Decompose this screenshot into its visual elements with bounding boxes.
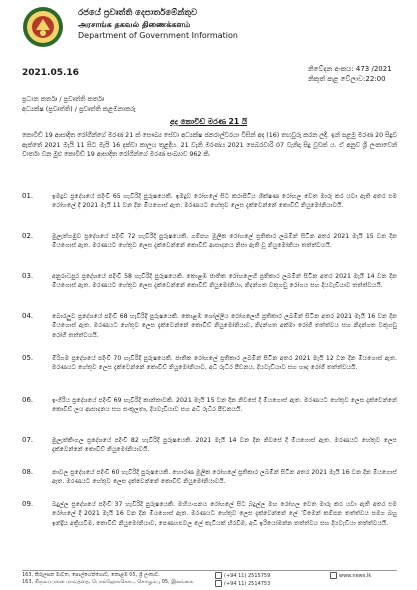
footer-website[interactable] xyxy=(330,572,371,579)
letterhead xyxy=(0,0,417,54)
dept-name-tamil: அரசாங்க தகவல் திணைக்களம் xyxy=(78,20,191,29)
dept-name-english: Department of Government Information xyxy=(78,31,238,40)
phone-number: (+94 11) 2515759 xyxy=(224,573,271,579)
recipients xyxy=(22,94,136,114)
case-number: 03. xyxy=(22,272,34,280)
department-names xyxy=(78,8,238,41)
case-text: ඉංගිරිය ප්‍රදේශයේ පදිංචි 69 හැවිරිදි කාන්තාවකි. 2021 මැයි 15 වන දින නිවසේ දී මියගොස් ඇත. මරණයට හේතුව ලෙස දැක්වෙන්නේ කොවිඩ් ලය ආසාදනය සහ සංකූලතා, දියවැඩියාව සහ අධි රුධිර පීඩනයයි. xyxy=(52,397,397,414)
case-text: මුලැත්ගමුව ප්‍රදේශයේ පදිංචි 72 හැවිරිදි පුරුෂයෙකි. ගම්පහ මූලික රෝහලේ ප්‍රතිකාර ලබමින් සිටින අතර 2021 මැයි 15 වන දින මියගොස් ඇත. මරණයට හේතුව ලෙස දැක්වෙන්නේ කොවිඩ් ආසාදනය නිසා ඇති වූ නියුමෝනියා තත්ත්වයයි. xyxy=(52,233,397,250)
phone-icon xyxy=(215,572,222,579)
fax-number: (+94 11) 2514753 xyxy=(224,580,271,587)
case-number: 01. xyxy=(22,192,34,200)
case-number: 09. xyxy=(22,500,34,508)
document-title: අද කොවිඩ් මරණ 21 යි xyxy=(169,117,248,126)
case-item xyxy=(22,232,402,272)
footer-divider xyxy=(22,570,397,571)
footer xyxy=(0,570,417,590)
case-number: 04. xyxy=(22,312,34,320)
case-item xyxy=(22,468,402,500)
case-text: මුලැත්කිංගල ප්‍රදේශයේ පදිංචි 82 හැවිරිදි පුරුෂයෙකි. 2021 මැයි 14 වන දින නිවසේ දී මියගොස් ඇත. මරණයට හේතුව ලෙස දැක්වෙන්නේ කොවිඩ් නියුමෝනියාවයි. xyxy=(52,437,397,454)
case-number: 05. xyxy=(22,354,34,362)
website-link[interactable]: www.news.lk xyxy=(339,573,372,579)
case-item xyxy=(22,192,402,232)
case-text: ඉමදුව ප්‍රදේශයේ පදිංචි 65 හැවිරිදි පුරුෂයෙකි. ඉමදුව රෝහලේ සිට කරාපිටිය ශික්ෂණ රෝහල වෙත මාරු කර යවා ඇති අතර එම රෝහලේ දී 2021 මැයි 11 වන දින මියගොස් ඇත. මරණයට හේතුව ලෙස දැක්වෙන්නේ කොවිඩ් නියුමෝනියාවයි. xyxy=(52,193,397,210)
case-item xyxy=(22,500,402,546)
address-sinhala: 163, කිරුලපන මාවත, පොල්හේන්ගොඩ, කොළඹ 05, ශ්‍රී ලංකාව. xyxy=(22,572,160,578)
case-text: නාවල ප්‍රදේශයේ පදිංචි 60 හැවිරිදි පුරුෂයෙකි. හොරණ මූලික රෝහලේ ප්‍රතිකාර ලබමින් සිටින අතර 2021 මැයි 16 වන දින මියගොස් ඇත. මරණයට හේතුව ලෙස දැක්වෙන්නේ කොවිඩ් නියුමෝනියාවයි. xyxy=(52,469,397,486)
case-text: බොරලුව ප්‍රදේශයේ පදිංචි 68 හැවිරිදි පුරුෂයෙකි. කොළඹ ශෝල්ලිය රෝහලෙහි ප්‍රතිකාර ලබමින් සිටින අතර 2021 මැයි 16 වන දින මියගොස් ඇත. මරණයට හේතුව ලෙස දැක්වෙන්නේ කොවිඩ් නියුමෝනියාව, නිදන්ගත අක්මා රෝගී තත්ත්වය සහ නිදන්ගත වකුගඩු රෝගී තත්ත්වයයි. xyxy=(52,313,397,339)
footer-address xyxy=(22,572,194,585)
case-list xyxy=(22,192,402,546)
case-text: බදුල්ල ප්‍රදේශයේ පදිංචි 37 හැවිරිදි පුරුෂයෙකි. මහියංගනය රෝහලේ සිට බදුල්ල මහ රෝහල වෙත මාරු කර යවා ඇති අතර එම රෝහලේ දී 2021 මැයි 16 වන දින මියගොස් ඇත. මරණයට හේතුව ලෙස දැක්වෙන්නේ ලේ්වීමෙන් කම්පන තත්ත්වය සමග බහු ඉන්ද්‍රිය අක්‍රියවීම, කොවිඩ් නියුමෝනියාව, පෙණහළුවල ලේ කැටියක් හිරවීම, අධි ඉරියෝමන්න තත්ත්වය සහ දියවැඩියා තත්ත්වයයි. xyxy=(52,501,397,527)
intro-paragraph: කොවිඩ් 19 ආසාදිත රෝගීන්ගේ මරණ 21 ක් සෞඛ්‍ය සේවා අධ්‍යක්ෂ ජනරාල්වරයා විසින් අද (16) තහවුරු කරන ලදී. ඉන් පළමු මරණ 20 සිදුව ඇත්තේ 2021 මැයි 11 සිට මැයි 16 දක්වා කාලය තුළදීය. 21 වැනි මරණය 2021 පෙබරවාරි 07 වැනිදා සිදු වූවක් ය. ඒ අනුව ශ්‍රී ලංකාවෙන් වාර්තා වන මුළු කොවිඩ් 19 ආසාදිත රෝගීන්ගේ මරණ සංඛ්‍යාව 962 කි. xyxy=(22,132,397,158)
case-number: 07. xyxy=(22,436,34,444)
footer-contact xyxy=(215,572,270,587)
release-info xyxy=(308,64,392,84)
case-item xyxy=(22,396,402,436)
recipient-line: අධ්‍යක්ෂ (ප්‍රවෘත්ති) / ප්‍රවෘත්ති කළමනාකරු xyxy=(22,105,136,113)
government-emblem-icon xyxy=(22,6,64,48)
case-text: මීරිගම ප්‍රදේශයේ පදිංචි 70 හැවිරිදි පුරුෂයෙකි. ජාතික රෝහලේ ප්‍රතිකාර ලබමින් සිටින අතර 2021 මැයි 12 වන දින මියගොස් ඇත. මරණයට හේතුව ලෙස දැක්වෙන්නේ කොවිඩ් නියුමෝනියාව, අධි රුධිර පීඩනය, දියවැඩියාව සහ හෘද රෝගී තත්ත්වයයි. xyxy=(52,355,397,372)
recipient-line: ප්‍රධාන කර්තෘ / ප්‍රවෘත්ති කර්තෘ xyxy=(22,95,105,103)
case-number: 08. xyxy=(22,468,34,476)
case-item xyxy=(22,312,402,354)
globe-icon xyxy=(330,572,337,579)
release-date: 2021.05.16 xyxy=(22,68,79,78)
case-item xyxy=(22,436,402,468)
case-number: 02. xyxy=(22,232,34,240)
case-number: 06. xyxy=(22,396,34,404)
case-item xyxy=(22,272,402,312)
case-item xyxy=(22,354,402,396)
dept-name-sinhala: රජයේ ප්‍රවෘත්ති දෙපාර්තමේන්තුව xyxy=(78,8,198,18)
release-number: නිවේදන අංකය: 473 /2021 xyxy=(308,65,392,73)
case-text: අනුරාධපුර ප්‍රදේශයේ පදිංචි 58 හැවිරිදි පුරුෂයෙකි. කොළඹ ජාතික රෝහලෙහි ප්‍රතිකාර ලබමින් සිටින අතර 2021 මැයි 14 වන දින මියගොස් ඇත. මරණයට හේතුව ලෙස දැක්වෙන්නේ කොවිඩ් නියුමෝනියා, නිදන්ගත වකුගඩු රෝගය සහ දියවැඩියාව තත්ත්වයයි. xyxy=(52,273,397,290)
fax-icon xyxy=(215,580,222,587)
release-time: නිකුත් කළ වේලාව:22:00 xyxy=(308,75,386,83)
address-tamil: 163, கிருலப்பனை மாவத்தை, பொல்ஹேங்கொட, கொழும்பு 05, இலங்கை. xyxy=(22,578,195,585)
